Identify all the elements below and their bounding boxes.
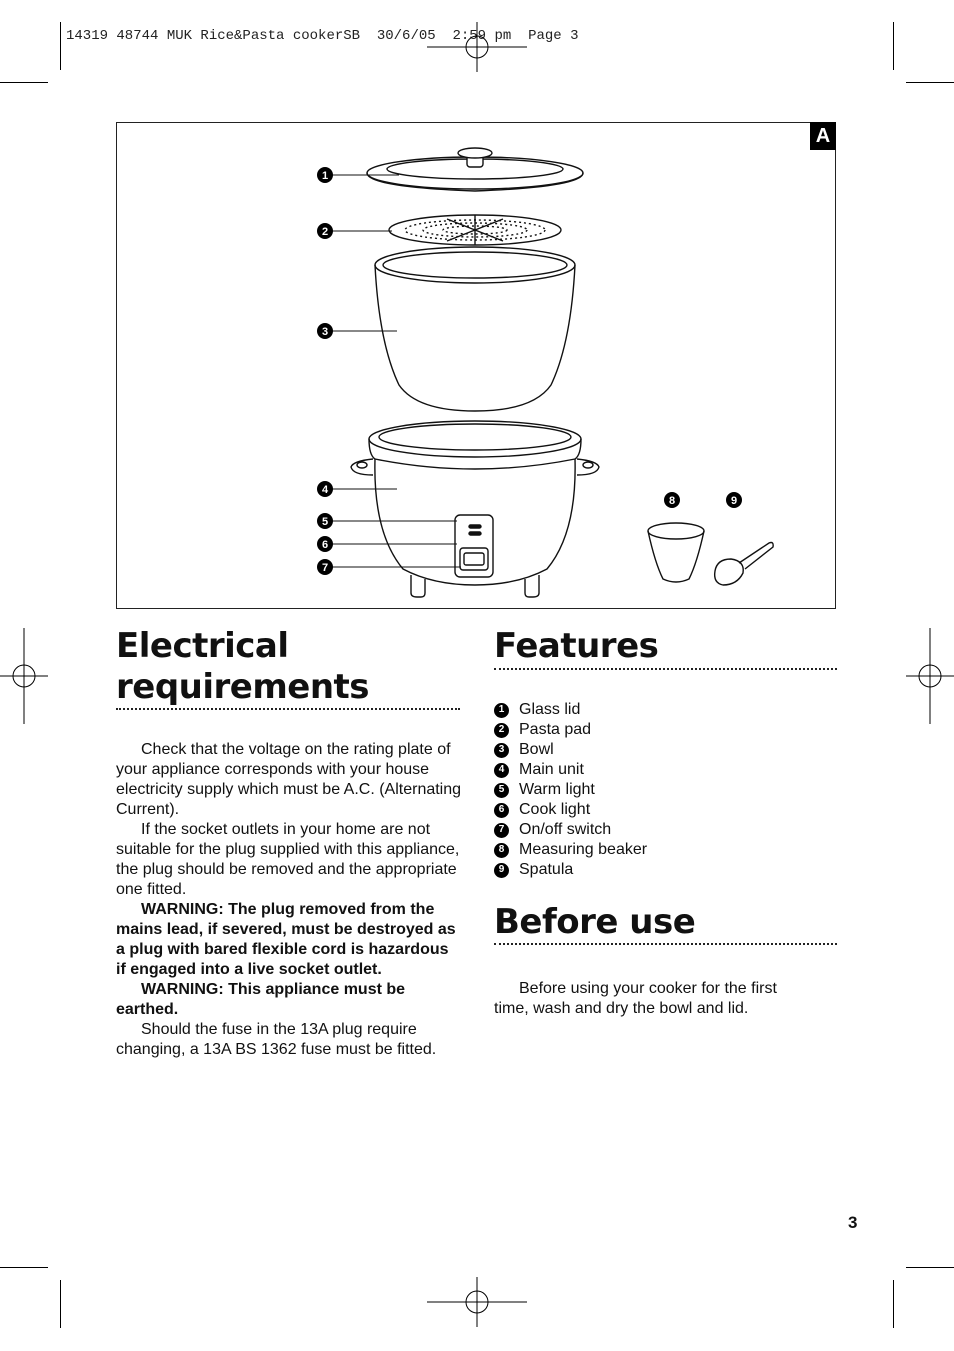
glass-lid-drawing: [367, 148, 583, 191]
list-item: [494, 700, 647, 720]
list-item: [494, 860, 647, 880]
crop-mark: [0, 1267, 48, 1268]
registration-mark-left: [0, 628, 48, 724]
features-list: [494, 700, 647, 880]
electrical-paragraph: Should the fuse in the 13A plug require changing, a 13A BS 1362 fuse must be fitted.: [116, 1021, 437, 1058]
warning-paragraph: WARNING: The plug removed from the mains lead, if severed, must be destroyed as a plug with bared flexible cord is hazardous if engaged into a live socket outlet.: [116, 901, 456, 978]
list-item: [494, 720, 647, 740]
svg-text:1: 1: [321, 170, 329, 182]
list-item: [494, 780, 647, 800]
page-number: 3: [848, 1213, 858, 1232]
electrical-divider: [116, 708, 460, 710]
callout-5: [317, 513, 333, 529]
number-badge: 5: [494, 783, 509, 798]
list-item: [494, 740, 647, 760]
number-badge: 9: [494, 863, 509, 878]
bowl-drawing: [375, 247, 575, 411]
number-badge: 2: [494, 723, 509, 738]
feature-label: Glass lid: [519, 701, 581, 718]
svg-text:4: 4: [321, 484, 329, 496]
main-unit-drawing: [351, 421, 599, 597]
figure-label: A: [810, 122, 836, 150]
electrical-paragraph: If the socket outlets in your home are not suitable for the plug supplied with this appliance, the plug should be removed and the appropriate one fitted.: [116, 821, 460, 898]
feature-label: Warm light: [519, 781, 595, 798]
before-use-body: [494, 979, 814, 1019]
callout-1: [317, 167, 333, 183]
electrical-paragraph: Check that the voltage on the rating plate of your appliance corresponds with your house electricity supply which must be A.C. (Alternating Current).: [116, 741, 462, 818]
crop-mark: [906, 82, 954, 83]
spatula-drawing: [715, 543, 774, 586]
svg-text:2: 2: [321, 226, 329, 238]
registration-mark-bottom: [427, 1277, 527, 1327]
crop-mark: [893, 1280, 894, 1328]
callout-8: [664, 492, 680, 508]
electrical-heading: [116, 626, 369, 708]
registration-mark-right: [906, 628, 954, 724]
number-badge: 1: [494, 703, 509, 718]
crop-mark: [893, 22, 894, 70]
feature-label: On/off switch: [519, 821, 612, 838]
callout-7: [317, 559, 333, 575]
svg-text:6: 6: [321, 539, 329, 551]
before-use-divider: [494, 943, 837, 945]
before-use-paragraph: Before using your cooker for the first time, wash and dry the bowl and lid.: [494, 980, 777, 1017]
warning-paragraph: WARNING: This appliance must be earthed.: [116, 981, 406, 1018]
features-divider: [494, 668, 837, 670]
rice-cooker-illustration: [117, 123, 837, 610]
crop-mark: [0, 82, 48, 83]
number-badge: 8: [494, 843, 509, 858]
pasta-pad-drawing: [389, 215, 561, 245]
feature-label: Cook light: [519, 801, 591, 818]
svg-text:7: 7: [321, 562, 329, 574]
list-item: [494, 840, 647, 860]
crop-mark: [60, 1280, 61, 1328]
callout-6: [317, 536, 333, 552]
svg-text:3: 3: [321, 326, 329, 338]
figure-a: [116, 122, 836, 609]
svg-text:8: 8: [668, 495, 676, 507]
callout-3: [317, 323, 333, 339]
print-slug: 14319 48744 MUK Rice&Pasta cookerSB 30/6/05 2:59 pm Page 3: [66, 28, 579, 44]
feature-label: Pasta pad: [519, 721, 592, 738]
electrical-heading-line1: Electrical: [116, 626, 289, 666]
measuring-beaker-drawing: [648, 523, 704, 582]
feature-label: Bowl: [519, 741, 554, 758]
list-item: [494, 760, 647, 780]
before-use-heading: Before use: [494, 902, 696, 942]
callout-9: [726, 492, 742, 508]
number-badge: 3: [494, 743, 509, 758]
feature-label: Main unit: [519, 761, 584, 778]
feature-label: Measuring beaker: [519, 841, 648, 858]
electrical-body: [116, 740, 462, 1060]
callout-2: [317, 223, 333, 239]
list-item: [494, 800, 647, 820]
svg-text:9: 9: [730, 495, 738, 507]
crop-mark: [906, 1267, 954, 1268]
number-badge: 7: [494, 823, 509, 838]
crop-mark: [60, 22, 61, 70]
features-heading: Features: [494, 626, 659, 666]
feature-label: Spatula: [519, 861, 574, 878]
number-badge: 6: [494, 803, 509, 818]
electrical-heading-line2: requirements: [116, 667, 370, 707]
registration-mark-top: [427, 22, 527, 72]
number-badge: 4: [494, 763, 509, 778]
list-item: [494, 820, 647, 840]
svg-text:5: 5: [321, 516, 329, 528]
callout-4: [317, 481, 333, 497]
